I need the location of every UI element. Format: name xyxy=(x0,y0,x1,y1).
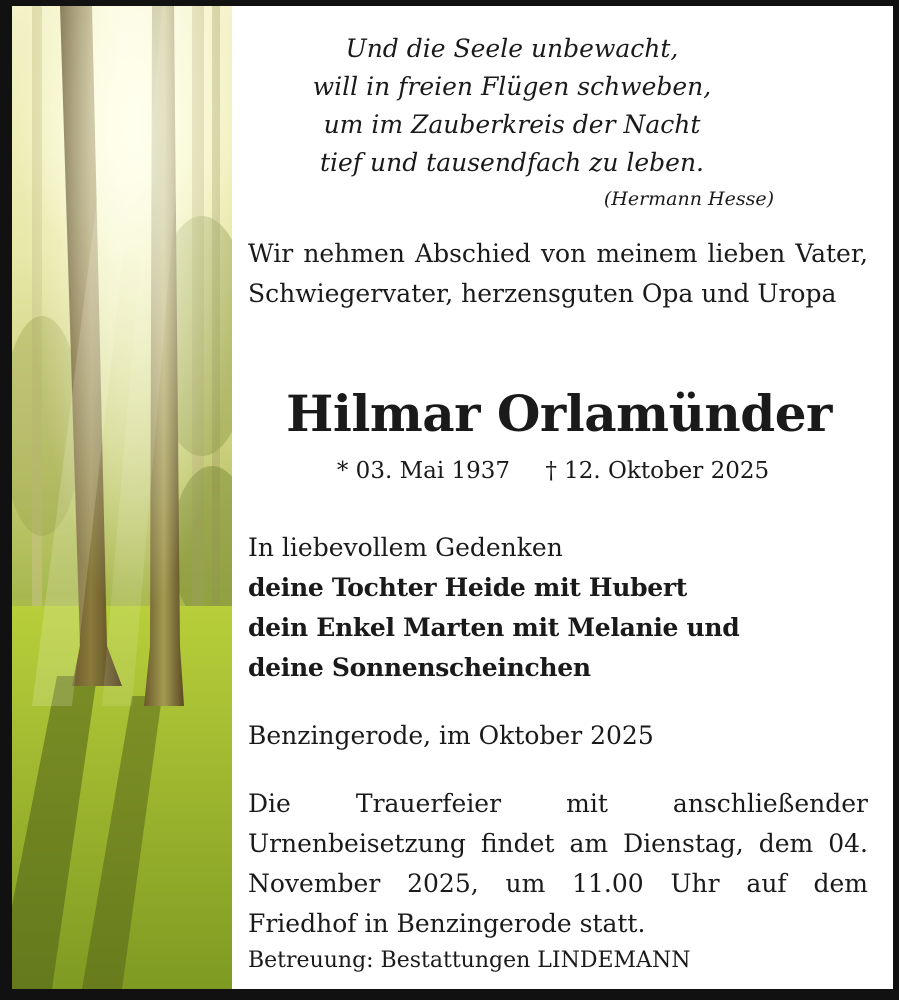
poem-line: um im Zauberkreis der Nacht xyxy=(323,110,701,139)
forest-illustration xyxy=(12,6,232,989)
poem xyxy=(248,30,776,182)
life-dates xyxy=(248,456,858,486)
forest-photo xyxy=(12,6,232,989)
mourners-block xyxy=(248,528,868,688)
mourner-line: deine Sonnenscheinchen xyxy=(248,653,591,682)
deceased-name: Hilmar Orlamünder xyxy=(286,384,832,443)
undertaker-info: Betreuung: Bestattungen LINDEMANN xyxy=(248,948,691,973)
mourner-line: deine Tochter Heide mit Hubert xyxy=(248,573,688,602)
obituary-text xyxy=(248,6,870,989)
death-date: † 12. Oktober 2025 xyxy=(545,458,770,484)
poem-author: (Hermann Hesse) xyxy=(603,188,774,210)
poem-line: Und die Seele unbewacht, xyxy=(345,34,679,63)
poem-line: tief und tausendfach zu leben. xyxy=(319,148,705,177)
funeral-info: Die Trauerfeier mit anschließender Urnenbeisetzung findet am Dienstag, dem 04. November 2025, um 11.00 Uhr auf dem Friedhof in Benzingerode statt. xyxy=(248,789,868,938)
poem-line: will in freien Flügen schweben, xyxy=(312,72,712,101)
mourner-line: dein Enkel Marten mit Melanie und xyxy=(248,613,740,642)
intro-text: Wir nehmen Abschied von meinem lieben Vater, Schwiegervater, herzensguten Opa und Uropa xyxy=(248,239,868,308)
birth-date: * 03. Mai 1937 xyxy=(336,458,511,484)
place-date: Benzingerode, im Oktober 2025 xyxy=(248,721,654,750)
mourners-heading: In liebevollem Gedenken xyxy=(248,533,563,562)
